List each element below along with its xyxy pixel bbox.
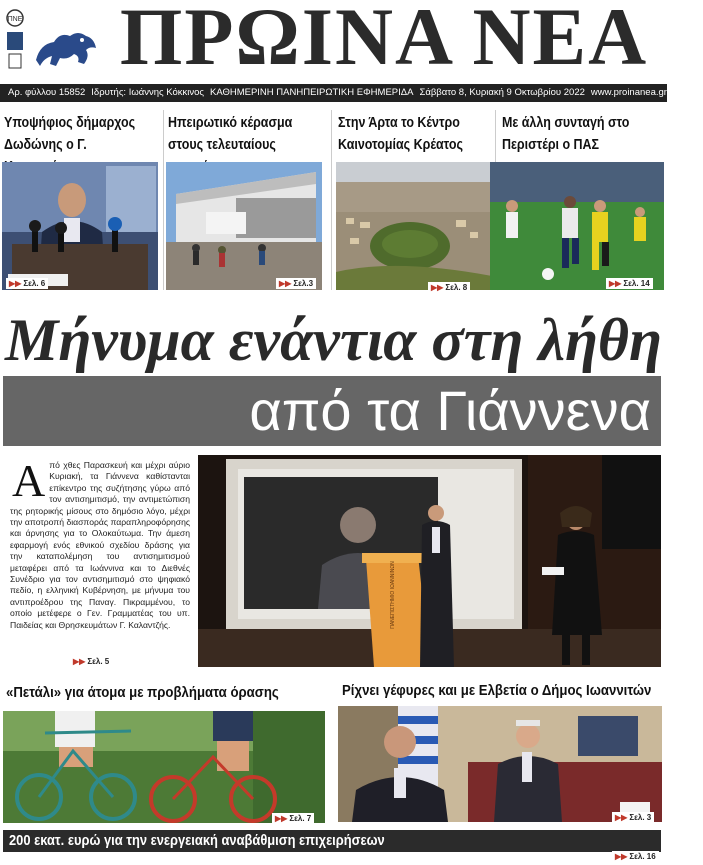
page-reference[interactable]: ▶▶ Σελ.3 bbox=[276, 278, 316, 289]
top-story-headline[interactable]: Με άλλη συνταγή στο Περιστέρι ο ΠΑΣ bbox=[502, 115, 630, 153]
top-story-headline[interactable]: Στην Άρτα το Κέντρο Καινοτομίας Κρέατος bbox=[338, 115, 463, 153]
page-reference[interactable]: ▶▶ Σελ. 16 bbox=[612, 851, 659, 862]
top-story-2[interactable] bbox=[164, 104, 328, 292]
page-arrow-icon: ▶▶ bbox=[431, 283, 444, 292]
drop-cap: Α bbox=[12, 455, 46, 506]
page-arrow-icon: ▶▶ bbox=[9, 279, 22, 288]
top-story-headline[interactable]: Υποψήφιος δήμαρχος Δωδώνης ο Γ. bbox=[4, 115, 136, 153]
exhibition-hall-photo bbox=[166, 162, 322, 290]
lectern-label: ΠΑΝΕΠΙΣΤΗΜΙΟ ΙΩΑΝΝΙΝΩΝ bbox=[390, 561, 396, 629]
page-arrow-icon: ▶▶ bbox=[609, 279, 622, 288]
founder: Ιδρυτής: Ιωάννης Κόκκινος bbox=[91, 87, 204, 98]
main-headline-line1[interactable]: Μήνυμα ενάντια στη λήθη bbox=[5, 307, 662, 373]
article-body: πό χθες Παρασκευή και μέχρι αύριο Κυριακή, τα Γιάννενα καθίστανται επίκεντρο της συζήτησης γύρω από τον αντισημιτισμό, την αντιμετώπιση της ρητορικής μίσους στο δημόσιο λόγο, μέχρι την αποτροπή διασποράς παραπληροφόρησης και άρνησης για το Ολοκαύτωμα. Την άμεση εφαρμογή ενός εθνικού σχεδίου δράσης για την καταπολέμηση του αντισημιτισμού μεταφέρει από τα Ιωάννινα και το Διεθνές Συνέδριο για τον αντισημιτισμό στο ψηφιακό πεδίο, η ελληνική Κυβέρνηση, με μήνυμα του αντιπροέδρου της Παναγ. Πικραμμένου, το οποίο μετέφερε ο Γεν. Γραμματέας του υπ. Παιδείας και Θρησκευμάτων Γ. Καλαντζής. bbox=[10, 460, 190, 630]
website-link[interactable]: www.proinanea.gr bbox=[590, 87, 667, 98]
page-reference[interactable]: ▶▶ Σελ. 8 bbox=[428, 282, 470, 293]
paper-type: ΚΑΘΗΜΕΡΙΝΗ ΠΑΝΗΠΕΙΡΩΤΙΚΗ ΕΦΗΜΕΡΙΔΑ bbox=[209, 87, 414, 98]
main-headline-line2[interactable]: από τα Γιάννενα bbox=[249, 379, 651, 442]
footer-headline[interactable]: 200 εκατ. ευρώ για την ενεργειακή αναβάθμιση επιχειρήσεων bbox=[9, 832, 385, 849]
bottom-right-headline[interactable]: Ρίχνει γέφυρες και με Ελβετία ο Δήμος Ιωαννιτών bbox=[342, 682, 652, 699]
page-arrow-icon: ▶▶ bbox=[279, 279, 292, 288]
top-story-4[interactable] bbox=[488, 104, 667, 292]
page-arrow-icon: ▶▶ bbox=[615, 813, 628, 822]
football-match-photo bbox=[490, 162, 664, 290]
price: €0,50 bbox=[672, 87, 697, 98]
page-arrow-icon: ▶▶ bbox=[615, 852, 628, 861]
page-reference[interactable]: ▶▶ Σελ. 6 bbox=[6, 278, 48, 289]
top-story-3[interactable] bbox=[334, 104, 498, 292]
swiss-meeting-photo bbox=[338, 706, 662, 822]
issue-number: Αρ. φύλλου 15852 bbox=[8, 87, 86, 98]
page-arrow-icon: ▶▶ bbox=[275, 814, 288, 823]
lion-logo-icon bbox=[30, 26, 100, 70]
newspaper-emblem-icon bbox=[4, 6, 26, 72]
top-story-headline[interactable]: Ηπειρωτικό κέρασμα στους τελευταίους bbox=[168, 115, 293, 153]
newspaper-title: ΠΡΩΙΝΑ ΝΕΑ bbox=[119, 0, 649, 82]
svg-text:ΠΝΕ: ΠΝΕ bbox=[7, 16, 23, 23]
conference-speaker-photo bbox=[198, 455, 661, 667]
issue-info-bar bbox=[0, 84, 697, 102]
main-article bbox=[10, 455, 190, 670]
bottom-left-headline[interactable]: «Πετάλι» για άτομα με προβλήματα όρασης bbox=[6, 684, 279, 701]
page-reference[interactable]: ▶▶ Σελ. 3 bbox=[612, 812, 654, 823]
cycling-photo bbox=[3, 711, 325, 823]
page-arrow-icon: ▶▶ bbox=[73, 657, 86, 666]
footer-headline-bar[interactable] bbox=[3, 830, 661, 852]
page-reference[interactable]: ▶▶ Σελ. 14 bbox=[606, 278, 653, 289]
issue-date: Σάββατο 8, Κυριακή 9 Οκτωβρίου 2022 bbox=[419, 87, 585, 98]
page-reference[interactable]: ▶▶ Σελ. 7 bbox=[272, 813, 314, 824]
arta-aerial-photo bbox=[336, 162, 492, 290]
press-conference-photo bbox=[2, 162, 158, 290]
top-story-1[interactable] bbox=[0, 104, 164, 292]
page-reference[interactable]: ▶▶ Σελ. 5 bbox=[70, 656, 112, 667]
masthead bbox=[0, 0, 667, 80]
column-divider bbox=[331, 110, 332, 290]
